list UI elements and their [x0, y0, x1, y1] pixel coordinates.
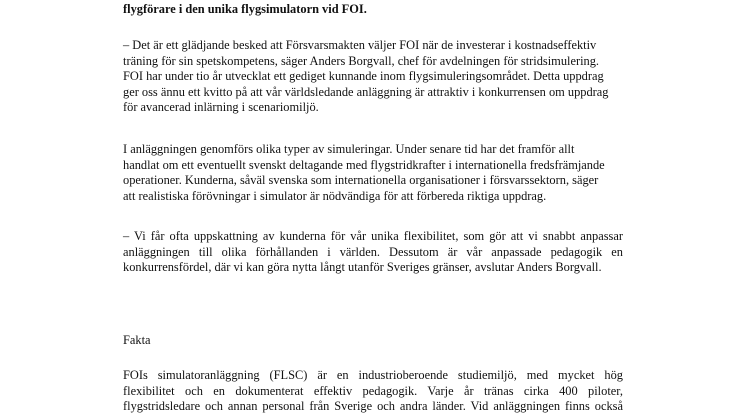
text-line: operationer. Kunderna, såväl svenska som internationella organisationer i försvarssektorn, säger: [123, 173, 599, 188]
text-line: – Vi får ofta uppskattning av kunderna för vår unika flexibilitet, som gör att vi snabbt anpassar: [123, 229, 623, 243]
text-line: Fakta: [123, 333, 151, 347]
fakta-heading: [123, 333, 623, 349]
text-line: flygstridsledare och annan personal från Sverige och andra länder. Vid anläggningen finns också: [123, 399, 623, 414]
text-line: – Det är ett glädjande besked att Försvarsmakten väljer FOI när de investerar i kostnadseffektiv: [123, 38, 597, 52]
fakta-paragraph: [123, 368, 623, 415]
text-line: FOIs simulatoranläggning (FLSC) är en industrioberoende studiemiljö, med mycket hög: [123, 368, 623, 382]
text-line: anläggningen till olika förhållanden i världen. Dessutom är vår anpassade pedagogik en: [123, 244, 623, 259]
text-line: ger oss ännu ett kvitto på att vår världsledande anläggning är attraktiv i konkurrensen om uppdrag: [123, 84, 609, 99]
text-line: för avancerad inlärning i scenariomiljö.: [123, 100, 319, 115]
text-line: flexibilitet och en dokumenterat effektiv pedagogik. Varje år tränas cirka 400 piloter,: [123, 383, 623, 398]
quote-paragraph-1: [123, 38, 623, 116]
text-line: konkurrensfördel, där vi kan göra nytta långt utanför Sveriges gränser, avslutar Anders Borgvall.: [123, 260, 602, 275]
body-paragraph-2: [123, 142, 623, 204]
text-line: I anläggningen genomförs olika typer av simuleringar. Under senare tid har det framför allt: [123, 142, 575, 156]
text-line: FOI har under tio år utvecklat ett gediget kunnande inom flygsimuleringsområdet. Detta uppdrag: [123, 69, 604, 84]
text-line: handlat om ett eventuellt svenskt deltagande med flygstridkrafter i internationella fredsfrämjande: [123, 157, 605, 172]
intro-bold-line: [123, 2, 623, 18]
text-line: flygförare i den unika flygsimulatorn vid FOI.: [123, 2, 367, 16]
text-line: att realistiska förövningar i simulator är nödvändiga för att förbereda riktiga uppdrag.: [123, 188, 547, 203]
text-line: träning för sin spetskompetens, säger Anders Borgvall, chef för avdelningen för stridsimulering.: [123, 53, 600, 68]
quote-paragraph-2: [123, 229, 623, 276]
